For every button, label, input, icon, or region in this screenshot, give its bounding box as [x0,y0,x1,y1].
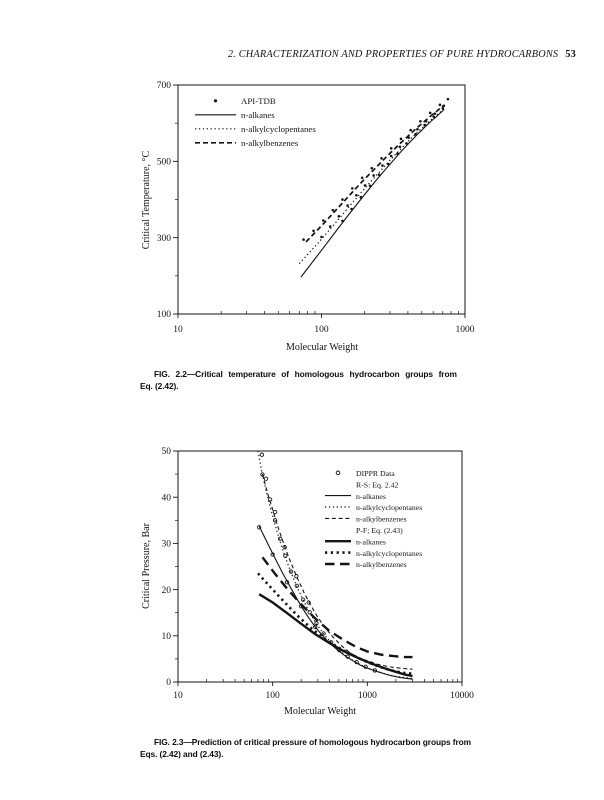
data-point-api-tdb [409,129,412,132]
figure-2-3-caption-line2: Eqs. (2.42) and (2.43). [140,749,224,759]
data-point-api-tdb [423,124,426,127]
data-point-dippr-data [260,453,263,456]
legend-label: n-alkylbenzenes [241,138,299,148]
data-point-api-tdb [302,238,305,241]
legend-label: n-alkylbenzenes [356,514,407,524]
data-point-api-tdb [380,157,383,160]
data-point-api-tdb [399,146,402,149]
critical-pressure-chart [130,430,490,720]
figure-2-2-caption-line2: Eq. (2.42). [140,381,179,391]
data-point-api-tdb [419,120,422,123]
data-point-api-tdb [381,164,384,167]
data-point-api-tdb [442,105,445,108]
data-point-api-tdb [329,225,332,228]
legend-label: n-alkylcyclopentanes [356,548,423,558]
data-point-dippr-data [295,575,298,578]
data-point-api-tdb [434,112,437,115]
series-line-n-alkanes [301,109,444,277]
x-tick-label: 10 [173,691,183,701]
y-tick-label: 700 [156,81,171,92]
legend-label: API-TDB [241,96,276,106]
figure-2-2-caption [140,368,480,392]
y-tick-label: 50 [161,447,171,458]
y-tick-label: 30 [161,539,171,550]
data-point-dippr-data [273,510,276,513]
data-point-api-tdb [432,115,435,118]
legend-label: DIPPR Data [356,469,395,478]
plot-frame [178,85,465,314]
data-point-api-tdb [364,184,367,187]
x-tick-label: 10000 [450,691,474,701]
data-point-api-tdb [341,220,344,223]
data-point-api-tdb [346,204,349,207]
running-head-title: 2. CHARACTERIZATION AND PROPERTIES OF PURE HYDROCARBONS [227,49,559,60]
data-point-api-tdb [378,173,381,176]
data-point-api-tdb [355,194,358,197]
data-point-api-tdb [360,196,363,199]
legend-label: P-F; Eq. (2.43) [356,526,403,535]
running-head [228,49,576,60]
data-point-api-tdb [370,167,373,170]
data-point-api-tdb [369,184,372,187]
data-point-dippr-data [308,611,311,614]
legend-label: n-alkylbenzenes [356,560,407,570]
y-tick-label: 100 [156,310,171,321]
x-axis-title: Molecular Weight [285,342,359,353]
legend-label: n-alkylcyclopentanes [241,124,316,134]
y-tick-label: 500 [156,157,171,168]
y-tick-label: 10 [161,632,171,642]
data-point-api-tdb [407,136,410,139]
data-point-api-tdb [439,104,442,107]
legend-label: n-alkanes [356,491,386,501]
page-number: 53 [565,49,576,60]
x-tick-label: 100 [265,691,280,701]
data-point-api-tdb [414,133,417,136]
plot-frame [178,451,462,682]
legend-label: n-alkanes [356,537,386,547]
data-point-api-tdb [312,229,315,232]
data-point-api-tdb [350,208,353,211]
data-point-api-tdb [416,128,419,131]
critical-temperature-chart [130,75,490,360]
figure-2-2-caption-line1: FIG. 2.2—Critical temperature of homologous hydrocarbon groups from [154,369,457,379]
data-point-api-tdb [429,112,432,115]
data-point-api-tdb [361,176,364,179]
y-tick-label: 0 [166,678,171,689]
x-tick-label: 10 [173,325,183,335]
series-line-p-f-n-alkylcyclopentanes [258,573,413,673]
data-point-api-tdb [400,138,403,141]
data-point-api-tdb [396,152,399,155]
y-axis-title: Critical Pressure, Bar [141,523,152,609]
legend-label: R-S: Eq. 2.42 [356,480,399,490]
data-point-api-tdb [425,120,428,123]
data-point-api-tdb [332,209,335,212]
data-point-api-tdb [341,198,344,201]
x-tick-label: 100 [314,325,329,335]
legend-marker-circle-icon [336,471,340,475]
x-axis-title: Molecular Weight [283,706,357,717]
y-axis-title: Critical Temperature, °C [141,150,152,250]
y-tick-label: 40 [161,493,171,504]
legend-label: n-alkylcyclopentanes [356,503,423,513]
data-point-api-tdb [390,147,393,150]
legend-label: n-alkanes [241,110,275,120]
data-point-dippr-data [264,477,267,480]
data-point-api-tdb [390,155,393,158]
y-tick-label: 20 [161,585,171,596]
figure-2-3-caption [140,736,485,760]
y-tick-label: 300 [156,233,171,244]
data-point-api-tdb [387,163,390,166]
x-tick-label: 1000 [357,691,377,701]
data-point-api-tdb [372,174,375,177]
data-point-api-tdb [338,215,341,218]
data-point-api-tdb [447,98,450,101]
legend-marker-dot-icon [214,99,217,102]
data-point-api-tdb [405,142,408,145]
figure-2-3-caption-line1: FIG. 2.3—Prediction of critical pressure of homologous hydrocarbon groups from [154,737,472,747]
data-point-api-tdb [351,187,354,190]
data-point-api-tdb [322,219,325,222]
x-tick-label: 1000 [455,325,475,335]
data-point-api-tdb [320,236,323,239]
data-point-api-tdb [441,107,444,110]
